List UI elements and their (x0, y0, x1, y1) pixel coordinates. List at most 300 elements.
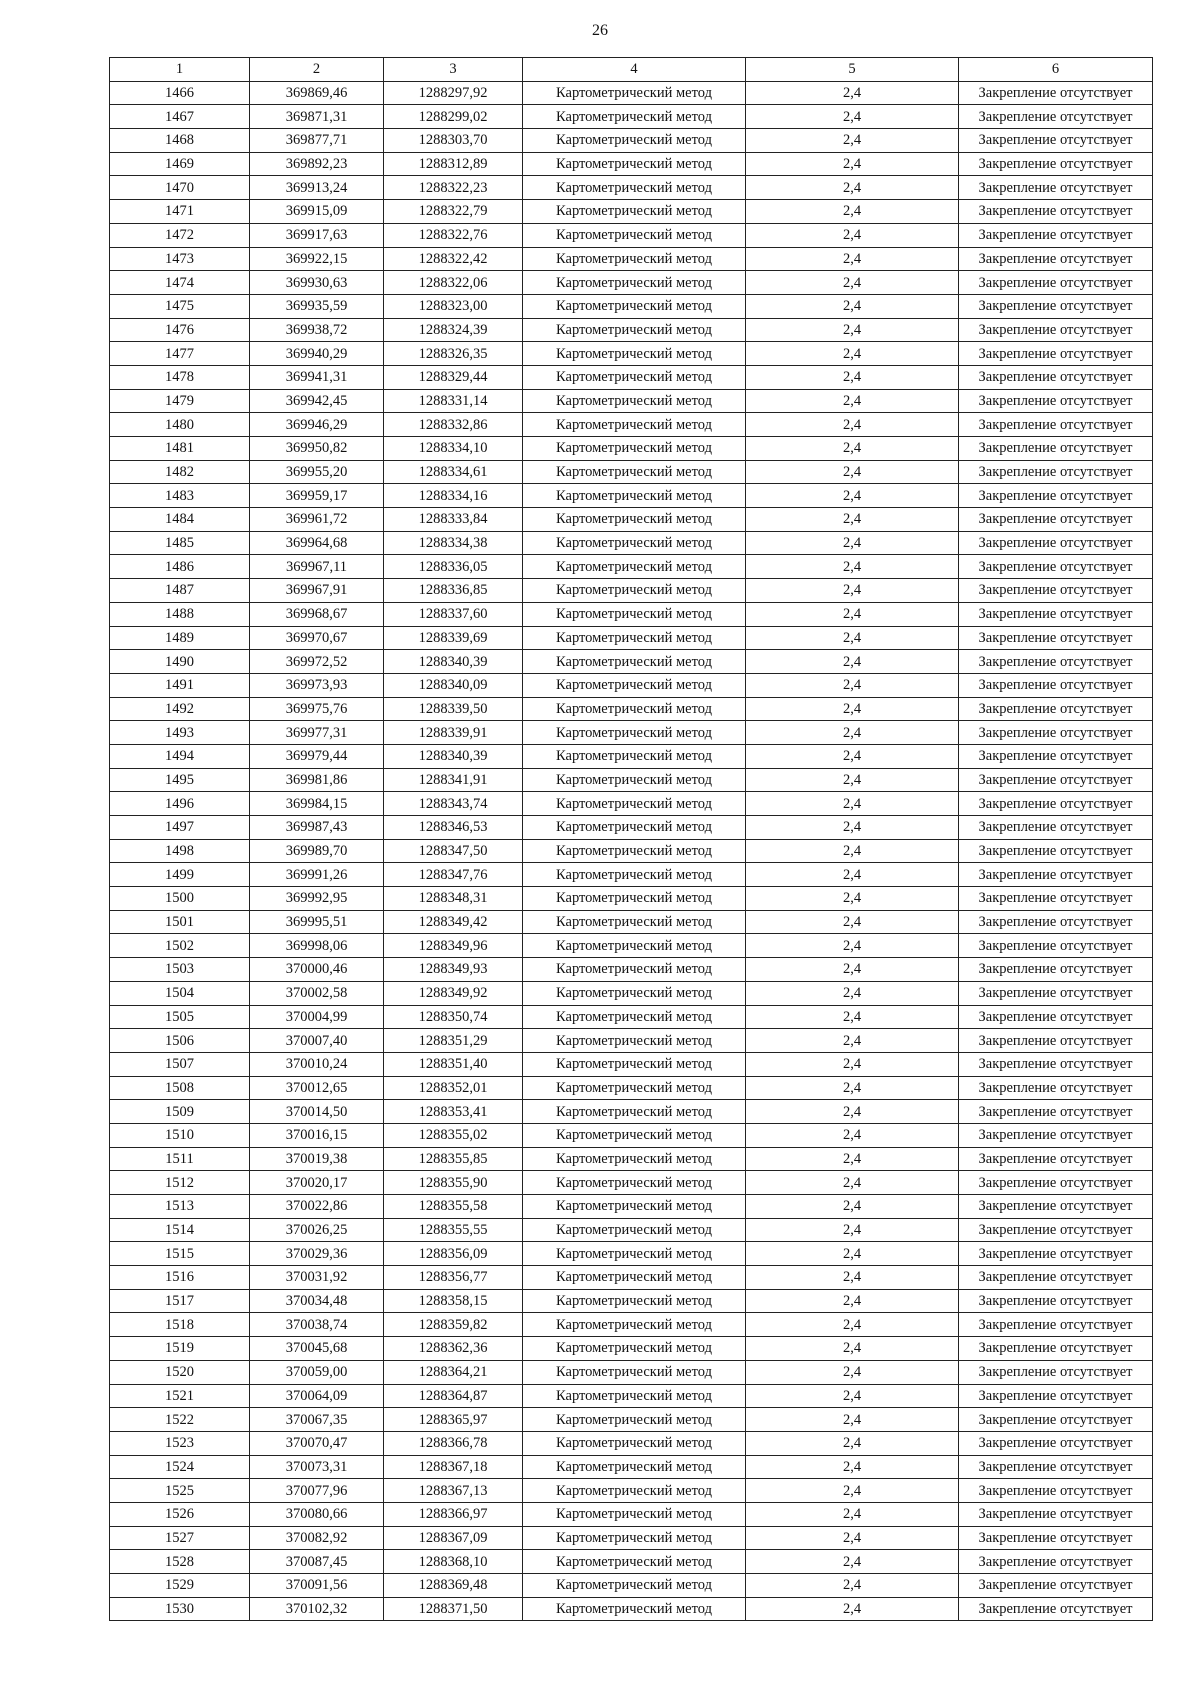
method-cell: Картометрический метод (523, 555, 746, 579)
y-coordinate-cell: 1288340,39 (384, 650, 523, 674)
table-row (110, 650, 1153, 674)
y-coordinate-cell: 1288334,16 (384, 484, 523, 508)
fixation-cell: Закрепление отсутствует (959, 318, 1153, 342)
x-coordinate-cell: 370045,68 (250, 1337, 384, 1361)
method-cell: Картометрический метод (523, 105, 746, 129)
table-row (110, 1171, 1153, 1195)
table-row (110, 792, 1153, 816)
method-cell: Картометрический метод (523, 697, 746, 721)
point-number-cell: 1504 (110, 981, 250, 1005)
fixation-cell: Закрепление отсутствует (959, 152, 1153, 176)
y-coordinate-cell: 1288351,29 (384, 1029, 523, 1053)
method-cell: Картометрический метод (523, 1337, 746, 1361)
fixation-cell: Закрепление отсутствует (959, 697, 1153, 721)
point-number-cell: 1506 (110, 1029, 250, 1053)
accuracy-cell: 2,4 (746, 105, 959, 129)
table-row (110, 910, 1153, 934)
table-row (110, 1289, 1153, 1313)
table-row (110, 1550, 1153, 1574)
method-cell: Картометрический метод (523, 958, 746, 982)
fixation-cell: Закрепление отсутствует (959, 887, 1153, 911)
table-row (110, 437, 1153, 461)
accuracy-cell: 2,4 (746, 152, 959, 176)
point-number-cell: 1523 (110, 1431, 250, 1455)
fixation-cell: Закрепление отсутствует (959, 981, 1153, 1005)
method-cell: Картометрический метод (523, 1550, 746, 1574)
fixation-cell: Закрепление отсутствует (959, 602, 1153, 626)
table-row (110, 839, 1153, 863)
method-cell: Картометрический метод (523, 1242, 746, 1266)
y-coordinate-cell: 1288329,44 (384, 365, 523, 389)
table-row (110, 531, 1153, 555)
point-number-cell: 1519 (110, 1337, 250, 1361)
y-coordinate-cell: 1288355,02 (384, 1123, 523, 1147)
fixation-cell: Закрепление отсутствует (959, 650, 1153, 674)
point-number-cell: 1524 (110, 1455, 250, 1479)
point-number-cell: 1466 (110, 81, 250, 105)
y-coordinate-cell: 1288299,02 (384, 105, 523, 129)
fixation-cell: Закрепление отсутствует (959, 1289, 1153, 1313)
x-coordinate-cell: 370007,40 (250, 1029, 384, 1053)
method-cell: Картометрический метод (523, 816, 746, 840)
x-coordinate-cell: 370014,50 (250, 1100, 384, 1124)
x-coordinate-cell: 369979,44 (250, 744, 384, 768)
fixation-cell: Закрепление отсутствует (959, 1195, 1153, 1219)
point-number-cell: 1485 (110, 531, 250, 555)
accuracy-cell: 2,4 (746, 129, 959, 153)
x-coordinate-cell: 369991,26 (250, 863, 384, 887)
method-cell: Картометрический метод (523, 460, 746, 484)
fixation-cell: Закрепление отсутствует (959, 460, 1153, 484)
y-coordinate-cell: 1288339,91 (384, 721, 523, 745)
y-coordinate-cell: 1288355,85 (384, 1147, 523, 1171)
table-row (110, 1100, 1153, 1124)
x-coordinate-cell: 369995,51 (250, 910, 384, 934)
accuracy-cell: 2,4 (746, 1123, 959, 1147)
y-coordinate-cell: 1288369,48 (384, 1574, 523, 1598)
point-number-cell: 1492 (110, 697, 250, 721)
x-coordinate-cell: 370064,09 (250, 1384, 384, 1408)
table-row (110, 579, 1153, 603)
fixation-cell: Закрепление отсутствует (959, 1100, 1153, 1124)
accuracy-cell: 2,4 (746, 650, 959, 674)
y-coordinate-cell: 1288352,01 (384, 1076, 523, 1100)
x-coordinate-cell: 369967,11 (250, 555, 384, 579)
point-number-cell: 1529 (110, 1574, 250, 1598)
fixation-cell: Закрепление отсутствует (959, 1005, 1153, 1029)
point-number-cell: 1503 (110, 958, 250, 982)
point-number-cell: 1510 (110, 1123, 250, 1147)
fixation-cell: Закрепление отсутствует (959, 1431, 1153, 1455)
table-row (110, 1195, 1153, 1219)
fixation-cell: Закрепление отсутствует (959, 1502, 1153, 1526)
accuracy-cell: 2,4 (746, 1289, 959, 1313)
table-row (110, 1337, 1153, 1361)
fixation-cell: Закрепление отсутствует (959, 1550, 1153, 1574)
y-coordinate-cell: 1288343,74 (384, 792, 523, 816)
y-coordinate-cell: 1288367,13 (384, 1479, 523, 1503)
point-number-cell: 1516 (110, 1266, 250, 1290)
y-coordinate-cell: 1288359,82 (384, 1313, 523, 1337)
table-row (110, 1408, 1153, 1432)
point-number-cell: 1491 (110, 673, 250, 697)
table-row (110, 460, 1153, 484)
table-row (110, 768, 1153, 792)
point-number-cell: 1527 (110, 1526, 250, 1550)
method-cell: Картометрический метод (523, 294, 746, 318)
table-row (110, 1384, 1153, 1408)
x-coordinate-cell: 370080,66 (250, 1502, 384, 1526)
point-number-cell: 1509 (110, 1100, 250, 1124)
method-cell: Картометрический метод (523, 863, 746, 887)
table-row (110, 365, 1153, 389)
accuracy-cell: 2,4 (746, 1479, 959, 1503)
fixation-cell: Закрепление отсутствует (959, 484, 1153, 508)
y-coordinate-cell: 1288340,09 (384, 673, 523, 697)
point-number-cell: 1479 (110, 389, 250, 413)
fixation-cell: Закрепление отсутствует (959, 129, 1153, 153)
method-cell: Картометрический метод (523, 1408, 746, 1432)
table-row (110, 1526, 1153, 1550)
point-number-cell: 1487 (110, 579, 250, 603)
y-coordinate-cell: 1288324,39 (384, 318, 523, 342)
method-cell: Картометрический метод (523, 531, 746, 555)
point-number-cell: 1473 (110, 247, 250, 271)
point-number-cell: 1470 (110, 176, 250, 200)
x-coordinate-cell: 370029,36 (250, 1242, 384, 1266)
point-number-cell: 1496 (110, 792, 250, 816)
x-coordinate-cell: 369972,52 (250, 650, 384, 674)
point-number-cell: 1489 (110, 626, 250, 650)
accuracy-cell: 2,4 (746, 342, 959, 366)
method-cell: Картометрический метод (523, 1195, 746, 1219)
accuracy-cell: 2,4 (746, 981, 959, 1005)
y-coordinate-cell: 1288331,14 (384, 389, 523, 413)
y-coordinate-cell: 1288350,74 (384, 1005, 523, 1029)
point-number-cell: 1500 (110, 887, 250, 911)
table-row (110, 389, 1153, 413)
x-coordinate-cell: 369940,29 (250, 342, 384, 366)
x-coordinate-cell: 370010,24 (250, 1052, 384, 1076)
accuracy-cell: 2,4 (746, 1100, 959, 1124)
header-cell-3: 3 (384, 58, 523, 82)
method-cell: Картометрический метод (523, 413, 746, 437)
y-coordinate-cell: 1288334,61 (384, 460, 523, 484)
x-coordinate-cell: 370000,46 (250, 958, 384, 982)
fixation-cell: Закрепление отсутствует (959, 1337, 1153, 1361)
x-coordinate-cell: 369968,67 (250, 602, 384, 626)
y-coordinate-cell: 1288362,36 (384, 1337, 523, 1361)
accuracy-cell: 2,4 (746, 816, 959, 840)
y-coordinate-cell: 1288356,09 (384, 1242, 523, 1266)
accuracy-cell: 2,4 (746, 839, 959, 863)
y-coordinate-cell: 1288346,53 (384, 816, 523, 840)
y-coordinate-cell: 1288322,06 (384, 271, 523, 295)
method-cell: Картометрический метод (523, 81, 746, 105)
x-coordinate-cell: 369930,63 (250, 271, 384, 295)
x-coordinate-cell: 369941,31 (250, 365, 384, 389)
accuracy-cell: 2,4 (746, 602, 959, 626)
fixation-cell: Закрепление отсутствует (959, 1313, 1153, 1337)
fixation-cell: Закрепление отсутствует (959, 1455, 1153, 1479)
accuracy-cell: 2,4 (746, 863, 959, 887)
table-row (110, 887, 1153, 911)
point-number-cell: 1505 (110, 1005, 250, 1029)
accuracy-cell: 2,4 (746, 365, 959, 389)
table-row (110, 602, 1153, 626)
y-coordinate-cell: 1288322,42 (384, 247, 523, 271)
accuracy-cell: 2,4 (746, 1550, 959, 1574)
point-number-cell: 1468 (110, 129, 250, 153)
y-coordinate-cell: 1288312,89 (384, 152, 523, 176)
x-coordinate-cell: 369964,68 (250, 531, 384, 555)
x-coordinate-cell: 370026,25 (250, 1218, 384, 1242)
point-number-cell: 1501 (110, 910, 250, 934)
accuracy-cell: 2,4 (746, 1242, 959, 1266)
fixation-cell: Закрепление отсутствует (959, 81, 1153, 105)
method-cell: Картометрический метод (523, 247, 746, 271)
y-coordinate-cell: 1288366,97 (384, 1502, 523, 1526)
table-row (110, 413, 1153, 437)
method-cell: Картометрический метод (523, 602, 746, 626)
point-number-cell: 1480 (110, 413, 250, 437)
y-coordinate-cell: 1288297,92 (384, 81, 523, 105)
x-coordinate-cell: 370019,38 (250, 1147, 384, 1171)
table-row (110, 1029, 1153, 1053)
table-row (110, 294, 1153, 318)
accuracy-cell: 2,4 (746, 1313, 959, 1337)
fixation-cell: Закрепление отсутствует (959, 816, 1153, 840)
x-coordinate-cell: 370082,92 (250, 1526, 384, 1550)
point-number-cell: 1476 (110, 318, 250, 342)
point-number-cell: 1486 (110, 555, 250, 579)
y-coordinate-cell: 1288367,09 (384, 1526, 523, 1550)
method-cell: Картометрический метод (523, 839, 746, 863)
y-coordinate-cell: 1288364,87 (384, 1384, 523, 1408)
point-number-cell: 1528 (110, 1550, 250, 1574)
accuracy-cell: 2,4 (746, 1574, 959, 1598)
fixation-cell: Закрепление отсутствует (959, 200, 1153, 224)
table-row (110, 1313, 1153, 1337)
accuracy-cell: 2,4 (746, 318, 959, 342)
x-coordinate-cell: 369998,06 (250, 934, 384, 958)
y-coordinate-cell: 1288356,77 (384, 1266, 523, 1290)
x-coordinate-cell: 370012,65 (250, 1076, 384, 1100)
method-cell: Картометрический метод (523, 1218, 746, 1242)
fixation-cell: Закрепление отсутствует (959, 673, 1153, 697)
fixation-cell: Закрепление отсутствует (959, 1479, 1153, 1503)
fixation-cell: Закрепление отсутствует (959, 1029, 1153, 1053)
fixation-cell: Закрепление отсутствует (959, 934, 1153, 958)
accuracy-cell: 2,4 (746, 81, 959, 105)
x-coordinate-cell: 369975,76 (250, 697, 384, 721)
x-coordinate-cell: 369992,95 (250, 887, 384, 911)
fixation-cell: Закрепление отсутствует (959, 1123, 1153, 1147)
x-coordinate-cell: 370038,74 (250, 1313, 384, 1337)
x-coordinate-cell: 369950,82 (250, 437, 384, 461)
fixation-cell: Закрепление отсутствует (959, 271, 1153, 295)
point-number-cell: 1469 (110, 152, 250, 176)
y-coordinate-cell: 1288336,85 (384, 579, 523, 603)
accuracy-cell: 2,4 (746, 200, 959, 224)
method-cell: Картометрический метод (523, 792, 746, 816)
point-number-cell: 1477 (110, 342, 250, 366)
x-coordinate-cell: 369915,09 (250, 200, 384, 224)
table-row (110, 721, 1153, 745)
method-cell: Картометрический метод (523, 129, 746, 153)
method-cell: Картометрический метод (523, 1147, 746, 1171)
accuracy-cell: 2,4 (746, 1431, 959, 1455)
fixation-cell: Закрепление отсутствует (959, 1052, 1153, 1076)
y-coordinate-cell: 1288303,70 (384, 129, 523, 153)
table-row (110, 1574, 1153, 1598)
y-coordinate-cell: 1288322,76 (384, 223, 523, 247)
x-coordinate-cell: 370077,96 (250, 1479, 384, 1503)
accuracy-cell: 2,4 (746, 721, 959, 745)
fixation-cell: Закрепление отсутствует (959, 413, 1153, 437)
method-cell: Картометрический метод (523, 223, 746, 247)
method-cell: Картометрический метод (523, 1502, 746, 1526)
method-cell: Картометрический метод (523, 1266, 746, 1290)
fixation-cell: Закрепление отсутствует (959, 839, 1153, 863)
fixation-cell: Закрепление отсутствует (959, 342, 1153, 366)
method-cell: Картометрический метод (523, 673, 746, 697)
method-cell: Картометрический метод (523, 1479, 746, 1503)
x-coordinate-cell: 369989,70 (250, 839, 384, 863)
method-cell: Картометрический метод (523, 389, 746, 413)
fixation-cell: Закрепление отсутствует (959, 910, 1153, 934)
fixation-cell: Закрепление отсутствует (959, 247, 1153, 271)
method-cell: Картометрический метод (523, 484, 746, 508)
accuracy-cell: 2,4 (746, 247, 959, 271)
fixation-cell: Закрепление отсутствует (959, 958, 1153, 982)
y-coordinate-cell: 1288326,35 (384, 342, 523, 366)
fixation-cell: Закрепление отсутствует (959, 1242, 1153, 1266)
y-coordinate-cell: 1288358,15 (384, 1289, 523, 1313)
x-coordinate-cell: 369946,29 (250, 413, 384, 437)
method-cell: Картометрический метод (523, 626, 746, 650)
point-number-cell: 1525 (110, 1479, 250, 1503)
method-cell: Картометрический метод (523, 1384, 746, 1408)
y-coordinate-cell: 1288349,96 (384, 934, 523, 958)
point-number-cell: 1467 (110, 105, 250, 129)
point-number-cell: 1508 (110, 1076, 250, 1100)
accuracy-cell: 2,4 (746, 673, 959, 697)
point-number-cell: 1507 (110, 1052, 250, 1076)
method-cell: Картометрический метод (523, 1171, 746, 1195)
y-coordinate-cell: 1288332,86 (384, 413, 523, 437)
accuracy-cell: 2,4 (746, 1266, 959, 1290)
accuracy-cell: 2,4 (746, 437, 959, 461)
accuracy-cell: 2,4 (746, 1408, 959, 1432)
method-cell: Картометрический метод (523, 1360, 746, 1384)
x-coordinate-cell: 369959,17 (250, 484, 384, 508)
accuracy-cell: 2,4 (746, 626, 959, 650)
x-coordinate-cell: 370016,15 (250, 1123, 384, 1147)
y-coordinate-cell: 1288322,79 (384, 200, 523, 224)
y-coordinate-cell: 1288347,50 (384, 839, 523, 863)
x-coordinate-cell: 369869,46 (250, 81, 384, 105)
table-row (110, 223, 1153, 247)
method-cell: Картометрический метод (523, 1029, 746, 1053)
accuracy-cell: 2,4 (746, 910, 959, 934)
method-cell: Картометрический метод (523, 508, 746, 532)
header-cell-2: 2 (250, 58, 384, 82)
x-coordinate-cell: 370067,35 (250, 1408, 384, 1432)
fixation-cell: Закрепление отсутствует (959, 1597, 1153, 1621)
table-row (110, 200, 1153, 224)
x-coordinate-cell: 369987,43 (250, 816, 384, 840)
y-coordinate-cell: 1288367,18 (384, 1455, 523, 1479)
table-row (110, 1218, 1153, 1242)
method-cell: Картометрический метод (523, 200, 746, 224)
x-coordinate-cell: 370020,17 (250, 1171, 384, 1195)
accuracy-cell: 2,4 (746, 1384, 959, 1408)
fixation-cell: Закрепление отсутствует (959, 555, 1153, 579)
fixation-cell: Закрепление отсутствует (959, 1526, 1153, 1550)
table-row (110, 1147, 1153, 1171)
x-coordinate-cell: 369935,59 (250, 294, 384, 318)
point-number-cell: 1530 (110, 1597, 250, 1621)
page-number: 26 (592, 22, 608, 39)
y-coordinate-cell: 1288341,91 (384, 768, 523, 792)
x-coordinate-cell: 370091,56 (250, 1574, 384, 1598)
table-row (110, 744, 1153, 768)
method-cell: Картометрический метод (523, 152, 746, 176)
accuracy-cell: 2,4 (746, 744, 959, 768)
table-row (110, 1005, 1153, 1029)
accuracy-cell: 2,4 (746, 508, 959, 532)
y-coordinate-cell: 1288336,05 (384, 555, 523, 579)
x-coordinate-cell: 369938,72 (250, 318, 384, 342)
accuracy-cell: 2,4 (746, 531, 959, 555)
method-cell: Картометрический метод (523, 744, 746, 768)
header-cell-4: 4 (523, 58, 746, 82)
accuracy-cell: 2,4 (746, 958, 959, 982)
table-row (110, 484, 1153, 508)
fixation-cell: Закрепление отсутствует (959, 1384, 1153, 1408)
accuracy-cell: 2,4 (746, 768, 959, 792)
table-row (110, 626, 1153, 650)
table-row (110, 247, 1153, 271)
method-cell: Картометрический метод (523, 910, 746, 934)
x-coordinate-cell: 369877,71 (250, 129, 384, 153)
y-coordinate-cell: 1288351,40 (384, 1052, 523, 1076)
y-coordinate-cell: 1288371,50 (384, 1597, 523, 1621)
method-cell: Картометрический метод (523, 579, 746, 603)
method-cell: Картометрический метод (523, 934, 746, 958)
point-number-cell: 1471 (110, 200, 250, 224)
table-row (110, 958, 1153, 982)
table-header (110, 58, 1153, 82)
method-cell: Картометрический метод (523, 1076, 746, 1100)
table-row (110, 1123, 1153, 1147)
y-coordinate-cell: 1288353,41 (384, 1100, 523, 1124)
fixation-cell: Закрепление отсутствует (959, 105, 1153, 129)
method-cell: Картометрический метод (523, 1574, 746, 1598)
point-number-cell: 1520 (110, 1360, 250, 1384)
accuracy-cell: 2,4 (746, 223, 959, 247)
y-coordinate-cell: 1288347,76 (384, 863, 523, 887)
fixation-cell: Закрепление отсутствует (959, 1408, 1153, 1432)
x-coordinate-cell: 369955,20 (250, 460, 384, 484)
table-row (110, 863, 1153, 887)
point-number-cell: 1481 (110, 437, 250, 461)
x-coordinate-cell: 370073,31 (250, 1455, 384, 1479)
fixation-cell: Закрепление отсутствует (959, 437, 1153, 461)
method-cell: Картометрический метод (523, 1455, 746, 1479)
table-row (110, 1455, 1153, 1479)
